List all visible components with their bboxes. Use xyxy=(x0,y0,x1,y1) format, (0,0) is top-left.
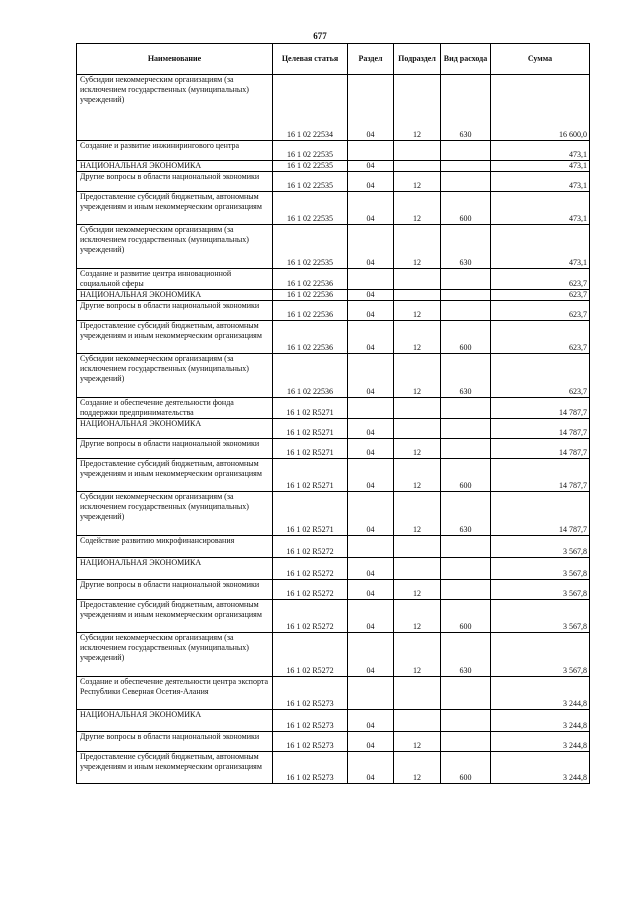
cell-type: 630 xyxy=(441,75,491,141)
cell-type xyxy=(441,269,491,290)
cell-article: 16 1 02 22535 xyxy=(273,172,348,192)
cell-section: 04 xyxy=(348,633,394,677)
cell-sum: 3 567,8 xyxy=(491,580,590,600)
cell-section: 04 xyxy=(348,161,394,172)
cell-article: 16 1 02 R5271 xyxy=(273,492,348,536)
cell-type: 600 xyxy=(441,459,491,492)
cell-type: 600 xyxy=(441,600,491,633)
cell-article: 16 1 02 22536 xyxy=(273,301,348,321)
cell-name: Другие вопросы в области национальной экономики xyxy=(77,732,273,752)
cell-article: 16 1 02 R5271 xyxy=(273,459,348,492)
col-header-article: Целевая статья xyxy=(273,44,348,75)
cell-article: 16 1 02 R5271 xyxy=(273,419,348,439)
cell-subsection: 12 xyxy=(394,192,441,225)
cell-name: Другие вопросы в области национальной экономики xyxy=(77,172,273,192)
cell-subsection: 12 xyxy=(394,354,441,398)
cell-subsection xyxy=(394,269,441,290)
cell-type: 600 xyxy=(441,192,491,225)
cell-subsection: 12 xyxy=(394,492,441,536)
cell-subsection xyxy=(394,558,441,580)
cell-name: Другие вопросы в области национальной экономики xyxy=(77,439,273,459)
cell-type xyxy=(441,677,491,710)
table-row xyxy=(77,710,590,732)
table-body xyxy=(77,75,590,784)
cell-article: 16 1 02 22536 xyxy=(273,354,348,398)
table-row xyxy=(77,677,590,710)
table-header-row xyxy=(77,44,590,75)
cell-type xyxy=(441,161,491,172)
cell-subsection: 12 xyxy=(394,75,441,141)
cell-type xyxy=(441,141,491,161)
cell-name: Создание и развитие центра инновационной социальной сферы xyxy=(77,269,273,290)
cell-sum: 3 244,8 xyxy=(491,710,590,732)
col-header-section: Раздел xyxy=(348,44,394,75)
cell-subsection xyxy=(394,141,441,161)
table-row xyxy=(77,75,590,141)
cell-subsection: 12 xyxy=(394,439,441,459)
cell-type xyxy=(441,710,491,732)
cell-subsection xyxy=(394,677,441,710)
cell-type xyxy=(441,732,491,752)
cell-name: Создание и развитие инжинирингового центра xyxy=(77,141,273,161)
cell-section: 04 xyxy=(348,419,394,439)
cell-section: 04 xyxy=(348,459,394,492)
cell-section: 04 xyxy=(348,172,394,192)
cell-name: Содействие развитию микрофинансирования xyxy=(77,536,273,558)
cell-sum: 14 787,7 xyxy=(491,398,590,419)
cell-section: 04 xyxy=(348,192,394,225)
cell-sum: 14 787,7 xyxy=(491,439,590,459)
table-row xyxy=(77,161,590,172)
cell-sum: 3 244,8 xyxy=(491,732,590,752)
table-row xyxy=(77,301,590,321)
cell-sum: 623,7 xyxy=(491,301,590,321)
cell-name: Субсидии некоммерческим организациям (за исключением государственных (муниципальных) учреждений) xyxy=(77,354,273,398)
cell-article: 16 1 02 R5273 xyxy=(273,710,348,732)
cell-type: 600 xyxy=(441,752,491,784)
cell-subsection xyxy=(394,710,441,732)
cell-subsection xyxy=(394,290,441,301)
cell-section: 04 xyxy=(348,301,394,321)
table-row xyxy=(77,354,590,398)
cell-name: Создание и обеспечение деятельности центра экспорта Республики Северная Осетия-Алания xyxy=(77,677,273,710)
cell-name: Субсидии некоммерческим организациям (за исключением государственных (муниципальных) учреждений) xyxy=(77,75,273,141)
cell-name: НАЦИОНАЛЬНАЯ ЭКОНОМИКА xyxy=(77,419,273,439)
cell-subsection xyxy=(394,161,441,172)
cell-article: 16 1 02 R5273 xyxy=(273,732,348,752)
cell-section: 04 xyxy=(348,354,394,398)
col-header-subsection: Подраздел xyxy=(394,44,441,75)
cell-section xyxy=(348,536,394,558)
cell-article: 16 1 02 22535 xyxy=(273,141,348,161)
cell-sum: 3 244,8 xyxy=(491,752,590,784)
cell-sum: 3 567,8 xyxy=(491,633,590,677)
cell-section xyxy=(348,398,394,419)
cell-section: 04 xyxy=(348,75,394,141)
cell-sum: 3 567,8 xyxy=(491,558,590,580)
table-row xyxy=(77,600,590,633)
cell-name: Предоставление субсидий бюджетным, автономным учреждениям и иным некоммерческим организациям xyxy=(77,321,273,354)
cell-subsection: 12 xyxy=(394,600,441,633)
table-row xyxy=(77,398,590,419)
cell-section xyxy=(348,677,394,710)
cell-section: 04 xyxy=(348,492,394,536)
table-row xyxy=(77,633,590,677)
table-row xyxy=(77,732,590,752)
cell-sum: 16 600,0 xyxy=(491,75,590,141)
cell-sum: 14 787,7 xyxy=(491,492,590,536)
cell-section: 04 xyxy=(348,600,394,633)
cell-section: 04 xyxy=(348,225,394,269)
table-row xyxy=(77,536,590,558)
cell-article: 16 1 02 R5273 xyxy=(273,752,348,784)
cell-type: 600 xyxy=(441,321,491,354)
table-row xyxy=(77,321,590,354)
cell-name: НАЦИОНАЛЬНАЯ ЭКОНОМИКА xyxy=(77,558,273,580)
cell-article: 16 1 02 22534 xyxy=(273,75,348,141)
cell-section: 04 xyxy=(348,580,394,600)
cell-type xyxy=(441,439,491,459)
cell-article: 16 1 02 R5272 xyxy=(273,633,348,677)
table-row xyxy=(77,419,590,439)
cell-subsection: 12 xyxy=(394,321,441,354)
cell-name: Субсидии некоммерческим организациям (за исключением государственных (муниципальных) учреждений) xyxy=(77,225,273,269)
cell-name: Субсидии некоммерческим организациям (за исключением государственных (муниципальных) учреждений) xyxy=(77,492,273,536)
cell-name: Другие вопросы в области национальной экономики xyxy=(77,301,273,321)
cell-type: 630 xyxy=(441,633,491,677)
cell-name: НАЦИОНАЛЬНАЯ ЭКОНОМИКА xyxy=(77,290,273,301)
cell-subsection: 12 xyxy=(394,459,441,492)
cell-type xyxy=(441,419,491,439)
cell-section: 04 xyxy=(348,732,394,752)
cell-name: Предоставление субсидий бюджетным, автономным учреждениям и иным некоммерческим организациям xyxy=(77,459,273,492)
col-header-type: Вид расхода xyxy=(441,44,491,75)
table-row xyxy=(77,192,590,225)
cell-sum: 623,7 xyxy=(491,354,590,398)
cell-sum: 623,7 xyxy=(491,290,590,301)
table-row xyxy=(77,459,590,492)
cell-article: 16 1 02 R5272 xyxy=(273,536,348,558)
cell-sum: 473,1 xyxy=(491,225,590,269)
cell-sum: 623,7 xyxy=(491,269,590,290)
table-row xyxy=(77,290,590,301)
cell-sum: 14 787,7 xyxy=(491,419,590,439)
cell-subsection: 12 xyxy=(394,732,441,752)
cell-sum: 14 787,7 xyxy=(491,459,590,492)
cell-subsection xyxy=(394,419,441,439)
cell-type xyxy=(441,558,491,580)
col-header-sum: Сумма xyxy=(491,44,590,75)
cell-subsection xyxy=(394,398,441,419)
cell-sum: 473,1 xyxy=(491,172,590,192)
cell-section: 04 xyxy=(348,710,394,732)
cell-article: 16 1 02 R5272 xyxy=(273,580,348,600)
cell-section: 04 xyxy=(348,321,394,354)
cell-article: 16 1 02 R5273 xyxy=(273,677,348,710)
cell-sum: 473,1 xyxy=(491,161,590,172)
cell-article: 16 1 02 22536 xyxy=(273,321,348,354)
cell-article: 16 1 02 22535 xyxy=(273,225,348,269)
cell-subsection: 12 xyxy=(394,225,441,269)
cell-sum: 623,7 xyxy=(491,321,590,354)
cell-sum: 473,1 xyxy=(491,141,590,161)
cell-type xyxy=(441,301,491,321)
cell-type: 630 xyxy=(441,354,491,398)
cell-name: НАЦИОНАЛЬНАЯ ЭКОНОМИКА xyxy=(77,710,273,732)
table-row xyxy=(77,492,590,536)
cell-subsection: 12 xyxy=(394,301,441,321)
table-row xyxy=(77,580,590,600)
cell-article: 16 1 02 R5271 xyxy=(273,398,348,419)
table-row xyxy=(77,269,590,290)
cell-section: 04 xyxy=(348,558,394,580)
cell-type xyxy=(441,580,491,600)
cell-sum: 3 567,8 xyxy=(491,600,590,633)
cell-sum: 473,1 xyxy=(491,192,590,225)
cell-type xyxy=(441,536,491,558)
cell-section xyxy=(348,141,394,161)
budget-table xyxy=(76,43,590,784)
table-row xyxy=(77,558,590,580)
col-header-name: Наименование xyxy=(77,44,273,75)
cell-section: 04 xyxy=(348,290,394,301)
cell-subsection: 12 xyxy=(394,172,441,192)
page-number: 677 xyxy=(313,31,327,41)
cell-section: 04 xyxy=(348,439,394,459)
cell-article: 16 1 02 22536 xyxy=(273,269,348,290)
cell-type: 630 xyxy=(441,492,491,536)
cell-sum: 3 567,8 xyxy=(491,536,590,558)
cell-name: Предоставление субсидий бюджетным, автономным учреждениям и иным некоммерческим организациям xyxy=(77,192,273,225)
cell-name: НАЦИОНАЛЬНАЯ ЭКОНОМИКА xyxy=(77,161,273,172)
cell-name: Другие вопросы в области национальной экономики xyxy=(77,580,273,600)
cell-section xyxy=(348,269,394,290)
cell-article: 16 1 02 22535 xyxy=(273,161,348,172)
cell-subsection: 12 xyxy=(394,633,441,677)
cell-subsection: 12 xyxy=(394,752,441,784)
cell-type xyxy=(441,398,491,419)
cell-article: 16 1 02 22536 xyxy=(273,290,348,301)
cell-type xyxy=(441,290,491,301)
cell-section: 04 xyxy=(348,752,394,784)
cell-type xyxy=(441,172,491,192)
cell-subsection: 12 xyxy=(394,580,441,600)
cell-name: Предоставление субсидий бюджетным, автономным учреждениям и иным некоммерческим организациям xyxy=(77,600,273,633)
cell-article: 16 1 02 R5272 xyxy=(273,558,348,580)
table-row xyxy=(77,439,590,459)
table-row xyxy=(77,172,590,192)
table-row xyxy=(77,752,590,784)
table-row xyxy=(77,141,590,161)
cell-article: 16 1 02 22535 xyxy=(273,192,348,225)
table-row xyxy=(77,225,590,269)
cell-article: 16 1 02 R5272 xyxy=(273,600,348,633)
cell-article: 16 1 02 R5271 xyxy=(273,439,348,459)
cell-name: Субсидии некоммерческим организациям (за исключением государственных (муниципальных) учреждений) xyxy=(77,633,273,677)
cell-subsection xyxy=(394,536,441,558)
cell-name: Создание и обеспечение деятельности фонда поддержки предпринимательства xyxy=(77,398,273,419)
cell-sum: 3 244,8 xyxy=(491,677,590,710)
cell-type: 630 xyxy=(441,225,491,269)
cell-name: Предоставление субсидий бюджетным, автономным учреждениям и иным некоммерческим организациям xyxy=(77,752,273,784)
